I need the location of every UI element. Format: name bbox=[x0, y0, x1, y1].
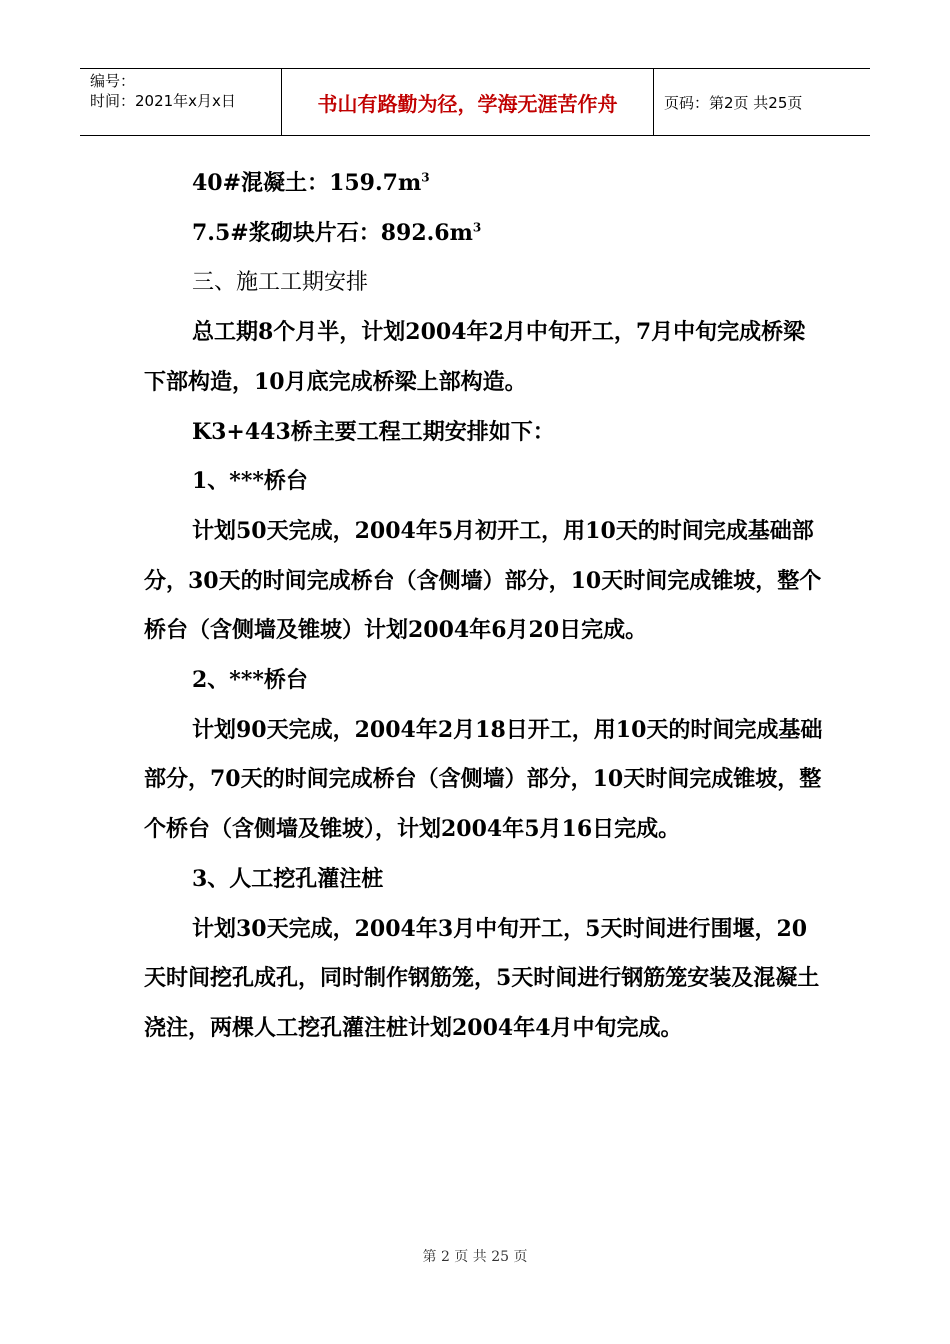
paragraph-masonry bbox=[144, 209, 824, 259]
item-heading-piles: 3、人工挖孔灌注桩 bbox=[192, 865, 384, 892]
paragraph-k3-intro: K3+443桥主要工程工期安排如下： bbox=[192, 418, 555, 445]
header-meta bbox=[80, 69, 282, 135]
paragraph-abutment-1: 计划50天完成，2004年5月初开工，用10天的时间完成基础部分，30天的时间完成桥台（含侧墙）部分，10天时间完成锥坡，整个桥台（含侧墙及锥坡）计划2004年6月20日完成。 bbox=[144, 517, 822, 644]
masonry-unit-sup: 3 bbox=[472, 220, 482, 235]
masonry-label: 7.5#浆砌块片石： bbox=[192, 219, 381, 246]
page-footer: 第 2 页 共 25 页 bbox=[422, 1249, 528, 1265]
masonry-value: 892.6m bbox=[380, 219, 473, 246]
header-page-info: 页码：第2页 共25页 bbox=[664, 93, 803, 112]
document-body bbox=[144, 159, 824, 1054]
code-label: 编号： bbox=[90, 72, 136, 90]
concrete-value: 159.7m bbox=[329, 170, 422, 196]
time-label: 时间：2021年x月x日 bbox=[90, 92, 236, 110]
concrete-label: 40#混凝土： bbox=[192, 170, 330, 196]
section-heading-schedule: 三、施工工期安排 bbox=[192, 270, 369, 296]
paragraph-piles: 计划30天完成，2004年3月中旬开工，5天时间进行围堰，20天时间挖孔成孔，同时制作钢筋笼，5天时间进行钢筋笼安装及混凝土浇注，两棵人工挖孔灌注桩计划2004年4月中旬完成。 bbox=[144, 915, 820, 1041]
item-heading-abutment-2: 2、***桥台 bbox=[192, 667, 308, 694]
item-heading-abutment-1: 1、***桥台 bbox=[192, 468, 308, 495]
concrete-unit-sup: 3 bbox=[421, 170, 430, 185]
page-header bbox=[80, 68, 870, 136]
paragraph-concrete bbox=[144, 159, 824, 209]
paragraph-abutment-2: 计划90天完成，2004年2月18日开工，用10天的时间完成基础部分，70天的时间完成桥台（含侧墙）部分，10天时间完成锥坡，整个桥台（含侧墙及锥坡），计划2004年5月16日完成。 bbox=[144, 716, 823, 843]
paragraph-total-schedule: 总工期8个月半，计划2004年2月中旬开工，7月中旬完成桥梁下部构造，10月底完成桥梁上部构造。 bbox=[144, 319, 806, 395]
header-motto: 书山有路勤为径，学海无涯苦作舟 bbox=[282, 69, 654, 135]
